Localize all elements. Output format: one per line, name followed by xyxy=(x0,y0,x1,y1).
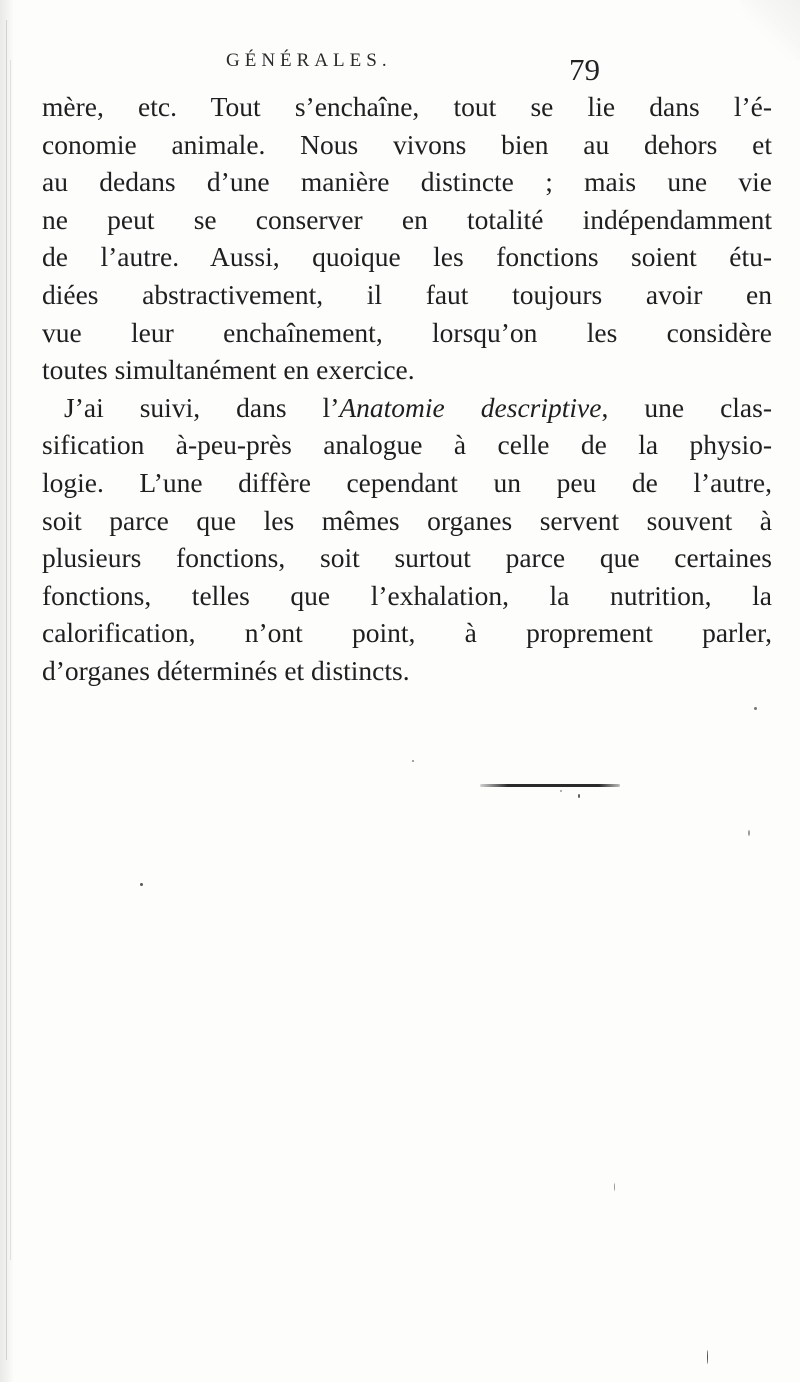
text-line: calorification, n’ont point, à proprement parler, xyxy=(42,617,772,649)
text-line: conomie animale. Nous vivons bien au dehors et xyxy=(42,128,772,160)
text-line: ne peut se conserver en totalité indépendamment xyxy=(42,203,772,235)
ink-speck xyxy=(412,760,414,762)
ink-smudge xyxy=(480,784,620,787)
ink-speck xyxy=(578,794,580,798)
ink-speck xyxy=(748,830,750,836)
text-line: fonctions, telles que l’exhalation, la nutrition, la xyxy=(42,579,772,611)
text-run: J’ai suivi, dans l’ xyxy=(64,391,340,423)
ink-speck xyxy=(707,1350,708,1364)
text-run: , une clas- xyxy=(601,391,772,423)
ink-speck xyxy=(614,1183,615,1191)
text-line: toutes simultanément en exercice. xyxy=(42,354,415,386)
gutter-edge-line xyxy=(10,60,11,1260)
page-gutter-shadow xyxy=(0,0,14,1382)
text-line: mère, etc. Tout s’enchaîne, tout se lie dans l’é- xyxy=(42,91,772,122)
running-head: GÉNÉRALES. xyxy=(226,50,392,71)
page-header xyxy=(0,50,800,90)
ink-speck xyxy=(140,883,143,886)
paragraph-first-line xyxy=(42,389,772,427)
ink-speck xyxy=(754,707,757,710)
text-line: logie. L’une diffère cependant un peu de l’autre, xyxy=(42,466,772,498)
text-line: d’organes déterminés et distincts. xyxy=(42,654,410,686)
text-line: plusieurs fonctions, soit surtout parce que certaines xyxy=(42,542,772,574)
book-title-italic: Anatomie descriptive xyxy=(339,391,602,423)
page-number: 79 xyxy=(569,52,600,87)
text-line: diées abstractivement, il faut toujours avoir en xyxy=(42,278,772,310)
text-line: sification à-peu-près analogue à celle de la physio- xyxy=(42,429,772,461)
text-line: de l’autre. Aussi, quoique les fonctions soient étu- xyxy=(42,241,772,273)
text-line: au dedans d’une manière distincte ; mais une vie xyxy=(42,166,772,198)
text-line: vue leur enchaînement, lorsqu’on les considère xyxy=(42,316,772,348)
gutter-edge-line xyxy=(6,20,7,1360)
ink-speck xyxy=(560,790,562,792)
text-line: soit parce que les mêmes organes servent souvent à xyxy=(42,504,772,536)
body-text xyxy=(42,88,772,690)
